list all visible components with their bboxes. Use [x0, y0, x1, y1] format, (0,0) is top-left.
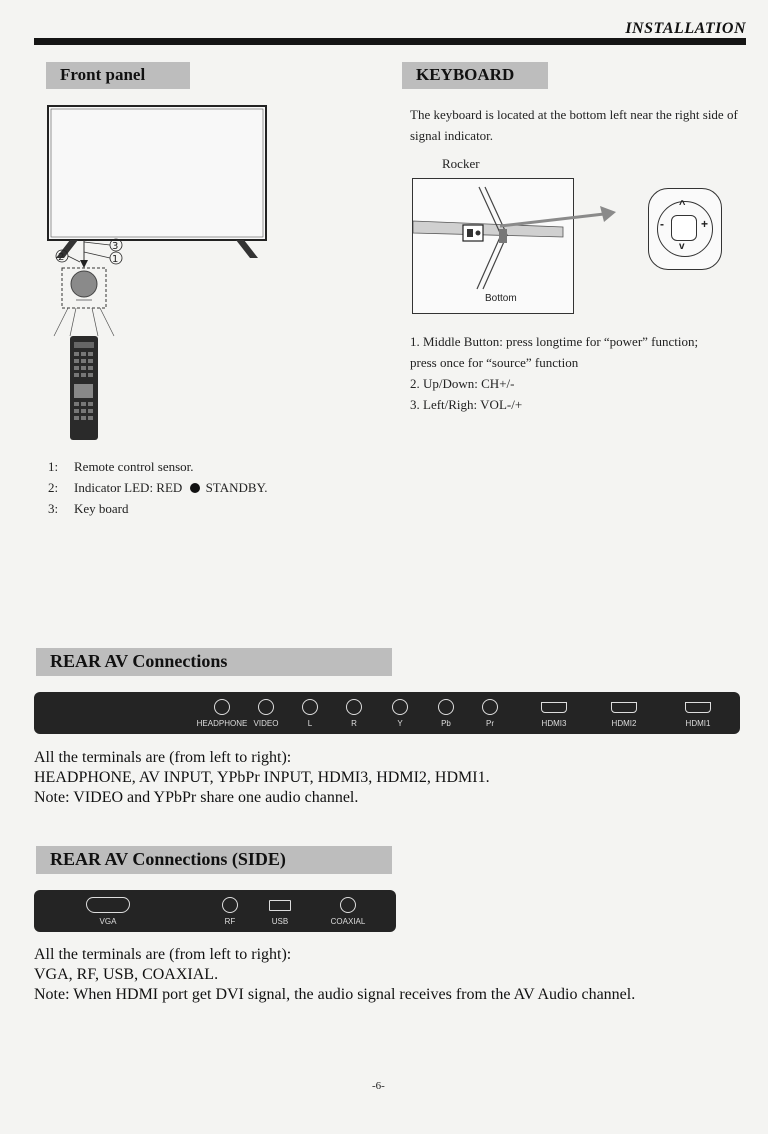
port-label: VIDEO	[253, 719, 279, 728]
rear-av-panel	[34, 692, 740, 734]
port-label: HDMI3	[541, 719, 567, 728]
rear-av-description	[34, 748, 754, 808]
hdmi-port-icon	[541, 702, 567, 713]
rocker-label: Rocker	[442, 156, 480, 171]
keyboard-description: The keyboard is located at the bottom left near the right side of signal indicator.	[410, 107, 738, 143]
rear-av-side-panel	[34, 890, 396, 932]
instruction-2: 2. Up/Down: CH+/-	[410, 376, 515, 391]
port-label: HEADPHONE	[196, 719, 248, 728]
port-hdmi3	[524, 692, 584, 734]
rear-av-line-1: All the terminals are (from left to right):	[34, 749, 292, 766]
callout-1: 1	[112, 254, 119, 265]
circle-port-icon	[214, 699, 230, 715]
header-bar	[34, 38, 746, 45]
sensor-detail	[54, 268, 114, 336]
keyboard-title: KEYBOARD	[402, 62, 548, 89]
rear-av-side-line-2: VGA, RF, USB, COAXIAL.	[34, 966, 219, 983]
callout-2: 2	[58, 252, 65, 263]
port-label: L	[307, 719, 313, 728]
dial-left-icon[interactable]: -	[660, 217, 664, 231]
port-hdmi2	[594, 692, 654, 734]
keyboard-diagram	[412, 178, 574, 314]
circle-port-icon	[346, 699, 362, 715]
circle-port-icon	[438, 699, 454, 715]
instruction-3: 3. Left/Righ: VOL-/+	[410, 397, 523, 412]
rear-av-side-title: REAR AV Connections (SIDE)	[36, 846, 392, 874]
instruction-1b: press once for “source” function	[410, 355, 579, 370]
note-1: 1: Remote control sensor.	[48, 459, 194, 474]
port-label: Pb	[441, 719, 451, 728]
rear-av-side-line-1: All the terminals are (from left to right):	[34, 946, 292, 963]
hdmi-port-icon	[611, 702, 637, 713]
rear-av-line-3: Note: VIDEO and YPbPr share one audio channel.	[34, 789, 359, 806]
header-title: INSTALLATION	[625, 20, 746, 37]
led-dot-icon	[190, 483, 200, 493]
rear-av-side-description	[34, 945, 764, 1005]
remote-control-icon	[70, 336, 98, 440]
front-panel-title: Front panel	[46, 62, 190, 89]
front-panel-notes	[48, 456, 348, 519]
port-coaxial	[318, 890, 378, 932]
dial-up-icon[interactable]: ^	[679, 199, 686, 211]
note-2: 2: Indicator LED: RED STANDBY.	[48, 480, 268, 495]
circle-port-icon	[482, 699, 498, 715]
port-usb	[250, 890, 310, 932]
rear-av-line-2: HEADPHONE, AV INPUT, YPbPr INPUT, HDMI3, HDMI2, HDMI1.	[34, 769, 490, 786]
vga-port-icon	[86, 897, 130, 913]
tv-illustration	[48, 106, 266, 268]
port-label: HDMI1	[685, 719, 711, 728]
port-pr	[460, 692, 520, 734]
port-label: VGA	[99, 917, 117, 926]
circle-port-icon	[222, 897, 238, 913]
circle-port-icon	[258, 699, 274, 715]
front-panel-diagram	[40, 100, 280, 450]
rear-av-side-line-3: Note: When HDMI port get DVI signal, the audio signal receives from the AV Audio channel.	[34, 986, 636, 1003]
hdmi-port-icon	[685, 702, 711, 713]
arrow-icon	[500, 200, 620, 240]
circle-port-icon	[302, 699, 318, 715]
port-label: Pr	[486, 719, 494, 728]
port-label: USB	[271, 917, 289, 926]
rear-av-title: REAR AV Connections	[36, 648, 392, 676]
port-hdmi1	[668, 692, 728, 734]
port-vga	[78, 890, 138, 932]
page-number: -6-	[372, 1080, 385, 1092]
port-label: R	[351, 719, 357, 728]
bottom-label: Bottom	[485, 293, 517, 304]
circle-port-icon	[340, 897, 356, 913]
port-label: HDMI2	[611, 719, 637, 728]
port-label: COAXIAL	[330, 917, 366, 926]
dial-down-icon[interactable]: v	[679, 241, 685, 252]
usb-port-icon	[269, 900, 291, 911]
keyboard-instructions	[410, 331, 750, 415]
port-label: Y	[397, 719, 403, 728]
port-label: RF	[224, 917, 236, 926]
dial-right-icon[interactable]: +	[701, 217, 709, 231]
dial-pad[interactable]	[648, 188, 722, 270]
callout-3: 3	[112, 241, 119, 252]
dial-center-button[interactable]	[671, 215, 697, 241]
circle-port-icon	[392, 699, 408, 715]
note-3: 3: Key board	[48, 501, 129, 516]
instruction-1: 1. Middle Button: press longtime for “power” function;	[410, 334, 699, 349]
